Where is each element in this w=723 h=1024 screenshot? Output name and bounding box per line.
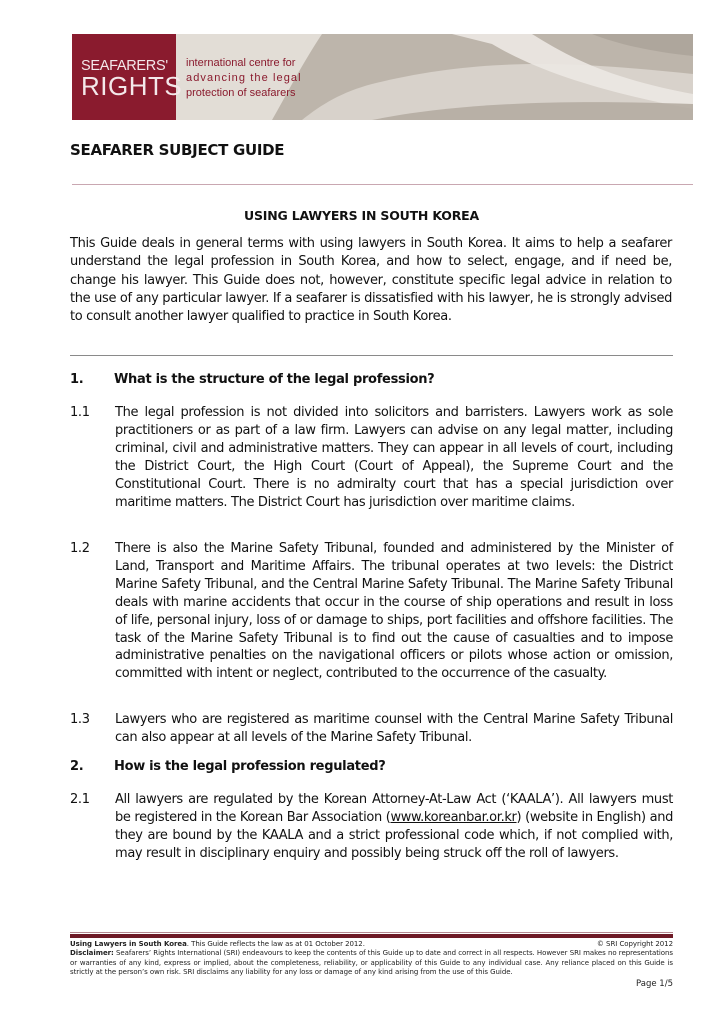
guide-title: SEAFARER SUBJECT GUIDE	[70, 141, 285, 159]
tagline	[186, 56, 302, 101]
divider	[72, 184, 693, 185]
tagline-line: protection of seafarers	[186, 87, 296, 99]
footer-date: . This Guide reflects the law as at 01 October 2012.	[186, 940, 365, 948]
paragraph	[70, 711, 673, 747]
logo-line-1: SEAFARERS'	[81, 58, 168, 74]
paragraph-text: There is also the Marine Safety Tribunal, founded and administered by the Minister of Land, Transport and Maritime Affairs. The tribunal operates at two levels: the District Marine Safety Tribunal, and the Central Marine Safety Tribunal. The Marine Safety Tribunal deals with marine accidents that occur in the course of ship operations and result in loss of life, personal injury, loss of or damage to ships, port facilities and offshore facilities. The task of the Marine Safety Tribunal is to find out the cause of casualties and to impose administrative penalties on the navigational officers or pilots whose action or omission, committed with intent or neglect, contributed to the occurrence of the casualty.	[115, 541, 673, 682]
document-title: USING LAWYERS IN SOUTH KOREA	[244, 208, 479, 223]
paragraph-number: 1.1	[70, 405, 90, 420]
paragraph-number: 2.1	[70, 792, 90, 807]
paragraph-number: 1.2	[70, 541, 90, 556]
tagline-line: advancing the legal	[186, 72, 302, 84]
copyright: © SRI Copyright 2012	[596, 940, 673, 948]
disclaimer	[70, 949, 673, 977]
seafarers-rights-logo	[72, 34, 183, 120]
paragraph	[70, 540, 673, 683]
paragraph-text-part: All lawyers are regulated by the Korean Attorney-At-Law Act (‘KAALA’). All lawyers must be registered in the Korean Bar Association (	[115, 792, 673, 825]
section-number: 1.	[70, 372, 84, 387]
footer-divider	[70, 934, 673, 938]
header-banner	[72, 34, 693, 120]
section-number: 2.	[70, 759, 84, 774]
tagline-line: international centre for	[186, 57, 296, 69]
paragraph-text-part: ) (website in English) and they are bound by the KAALA and a strict professional code which, if not complied with, may result in disciplinary enquiry and possibly being struck off the roll of lawyers.	[115, 809, 673, 861]
page-number: Page 1/5	[636, 979, 673, 989]
footer-divider-thin	[70, 932, 673, 933]
disclaimer-text: Seafarers’ Rights International (SRI) endeavours to keep the contents of this Guide up to date and correct in all respects. However SRI makes no representations or warranties of any kind, express or implied, about the completeness, reliability, or applicability of this Guide to any individual case. Any reliance placed on this Guide is strictly at the person’s own risk. SRI disclaims any liability for any loss or damage of any kind arising from the use of this Guide.	[70, 949, 673, 976]
paragraph-text: The legal profession is not divided into solicitors and barristers. Lawyers work as sole practitioners or as part of a law firm. Lawyers can advise on any legal matter, including criminal, civil and administrative matters. They can appear in all levels of court, including the District Court, the High Court (Court of Appeal), the Supreme Court and the Constitutional Court. There is no admiralty court that has a special jurisdiction over maritime matters. The District Court has jurisdiction over maritime claims.	[115, 405, 673, 510]
intro-paragraph: This Guide deals in general terms with using lawyers in South Korea. It aims to help a seafarer understand the legal profession in South Korea, and how to select, engage, and if need be, change his lawyer. This Guide does not, however, constitute specific legal advice in relation to the use of any particular lawyer. If a seafarer is dissatisfied with his lawyer, he is strongly advised to consult another lawyer qualified to practice in South Korea.	[70, 236, 672, 325]
footer-title: Using Lawyers in South Korea	[70, 940, 187, 948]
divider	[70, 355, 673, 356]
paragraph	[70, 404, 673, 511]
footer-title-row	[70, 940, 673, 949]
paragraph-text: Lawyers who are registered as maritime counsel with the Central Marine Safety Tribunal can also appear at all levels of the Marine Safety Tribunal.	[115, 712, 673, 745]
paragraph-number: 1.3	[70, 712, 90, 727]
section-title: How is the legal profession regulated?	[114, 759, 386, 774]
section-title: What is the structure of the legal profession?	[114, 372, 435, 387]
disclaimer-label: Disclaimer:	[70, 949, 114, 958]
paragraph	[70, 791, 673, 863]
logo-line-2: RIGHTS	[81, 71, 183, 101]
korean-bar-link[interactable]: www.koreanbar.or.kr	[390, 809, 517, 825]
paragraph-text	[115, 791, 673, 863]
footer	[70, 940, 673, 977]
